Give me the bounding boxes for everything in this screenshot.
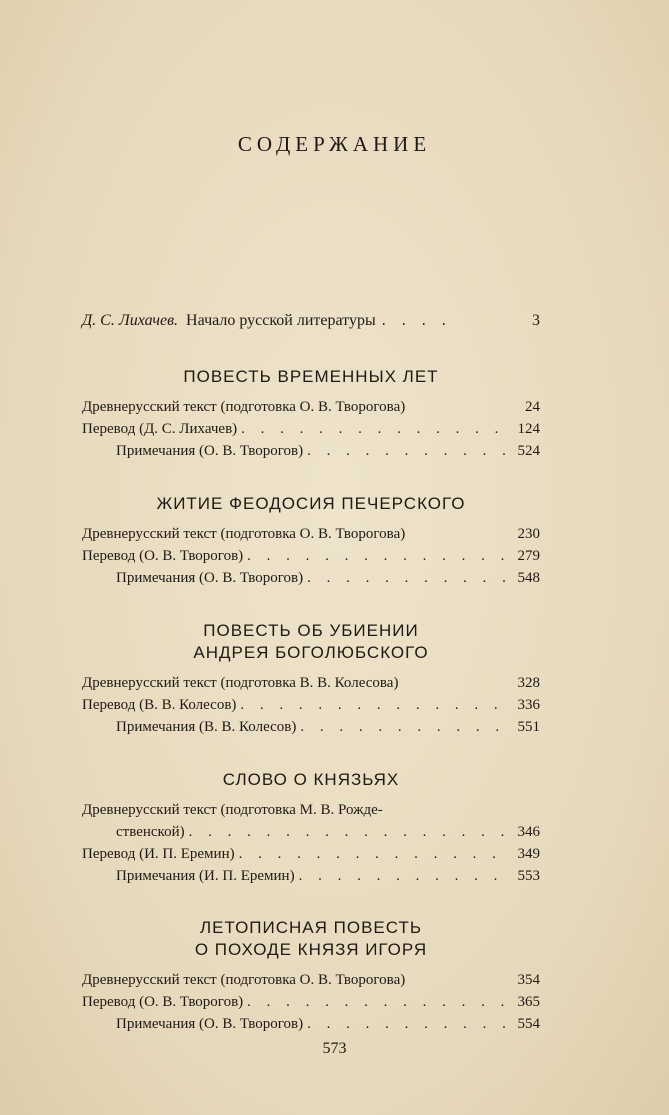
toc-entry <box>82 865 540 887</box>
section-letopisnaya-povest <box>82 917 540 1035</box>
toc-entry <box>82 799 540 821</box>
entry-page: 365 <box>517 994 540 1010</box>
section-title-line: О ПОХОДЕ КНЯЗЯ ИГОРЯ <box>194 940 428 959</box>
section-title <box>82 366 540 388</box>
toc-entry <box>82 843 540 865</box>
entry-page: 279 <box>517 548 540 564</box>
toc-entry <box>82 991 540 1013</box>
entry-label: Древнерусский текст (подготовка О. В. Творогова) <box>82 972 406 988</box>
intro-leader: . . . . <box>381 312 452 329</box>
toc-entry <box>82 545 540 567</box>
entry-label: Древнерусский текст (подготовка О. В. Творогова) <box>82 399 406 415</box>
entry-label: Перевод (Д. С. Лихачев) <box>82 421 238 437</box>
entry-page: 24 <box>525 399 540 415</box>
toc-entry <box>82 567 540 589</box>
toc-entry <box>82 694 540 716</box>
section-title-line: СЛОВО О КНЯЗЬЯХ <box>222 770 400 789</box>
entry-leader <box>247 545 508 567</box>
toc-entry <box>82 523 540 545</box>
entry-label: Древнерусский текст (подготовка О. В. Творогова) <box>82 526 406 542</box>
toc-entry <box>82 418 540 440</box>
entry-label: Древнерусский текст (подготовка М. В. Рожде- <box>82 802 383 818</box>
page-title: СОДЕРЖАНИЕ <box>237 132 432 156</box>
section-povest-ob-ubienii <box>82 620 540 738</box>
entry-label: Примечания (О. В. Творогов) <box>116 1016 304 1032</box>
entry-leader <box>299 865 508 887</box>
entry-label: ственской) <box>116 824 185 840</box>
page-number: 573 <box>322 1040 347 1057</box>
section-title <box>82 917 540 961</box>
entry-leader <box>307 1013 508 1035</box>
section-title-line: ПОВЕСТЬ ОБ УБИЕНИИ <box>203 621 419 640</box>
section-slovo-o-knyazyah <box>82 769 540 887</box>
entry-leader <box>247 991 508 1013</box>
entry-label: Примечания (О. В. Творогов) <box>116 570 304 586</box>
toc-entry <box>82 1013 540 1035</box>
toc-entry-continuation <box>82 821 540 843</box>
entry-label: Перевод (О. В. Творогов) <box>82 548 244 564</box>
entry-page: 346 <box>517 824 540 840</box>
entry-page: 524 <box>517 443 540 459</box>
section-title-line: ЛЕТОПИСНАЯ ПОВЕСТЬ <box>199 918 423 937</box>
toc-entry <box>82 969 540 991</box>
entry-leader <box>240 694 508 716</box>
entry-leader <box>241 418 508 440</box>
entry-label: Перевод (В. В. Колесов) <box>82 697 237 713</box>
toc-entry <box>82 440 540 462</box>
intro-author: Д. С. Лихачев. <box>82 312 179 329</box>
toc-entry <box>82 396 540 418</box>
entry-leader <box>300 716 508 738</box>
intro-text: Начало русской литературы <box>186 312 376 329</box>
entry-label: Перевод (О. В. Творогов) <box>82 994 244 1010</box>
section-title <box>82 493 540 515</box>
entry-label: Примечания (О. В. Творогов) <box>116 443 304 459</box>
section-zhitie-feodosiya <box>82 493 540 589</box>
entry-leader <box>239 843 508 865</box>
entry-page: 124 <box>517 421 540 437</box>
toc-entry <box>82 672 540 694</box>
entry-page: 336 <box>517 697 540 713</box>
entry-page: 230 <box>517 526 540 542</box>
entry-label: Примечания (И. П. Еремин) <box>116 868 295 884</box>
entry-label: Древнерусский текст (подготовка В. В. Колесова) <box>82 675 399 691</box>
section-title <box>82 769 540 791</box>
entry-page: 354 <box>517 972 540 988</box>
section-title-line: ПОВЕСТЬ ВРЕМЕННЫХ ЛЕТ <box>183 367 439 386</box>
intro-page: 3 <box>532 312 540 329</box>
entry-page: 328 <box>517 675 540 691</box>
entry-page: 349 <box>517 846 540 862</box>
entry-label: Перевод (И. П. Еремин) <box>82 846 235 862</box>
intro-entry <box>82 312 540 330</box>
entry-leader <box>189 821 508 843</box>
toc-entry <box>82 716 540 738</box>
entry-page: 548 <box>517 570 540 586</box>
entry-page: 551 <box>517 719 540 735</box>
entry-label: Примечания (В. В. Колесов) <box>116 719 297 735</box>
entry-leader <box>307 567 508 589</box>
section-title <box>82 620 540 664</box>
entry-leader <box>307 440 508 462</box>
entry-page: 553 <box>517 868 540 884</box>
section-povest-vremennyh-let <box>82 366 540 462</box>
entry-page: 554 <box>517 1016 540 1032</box>
section-title-line: ЖИТИЕ ФЕОДОСИЯ ПЕЧЕРСКОГО <box>156 494 466 513</box>
section-title-line: АНДРЕЯ БОГОЛЮБСКОГО <box>193 643 429 662</box>
